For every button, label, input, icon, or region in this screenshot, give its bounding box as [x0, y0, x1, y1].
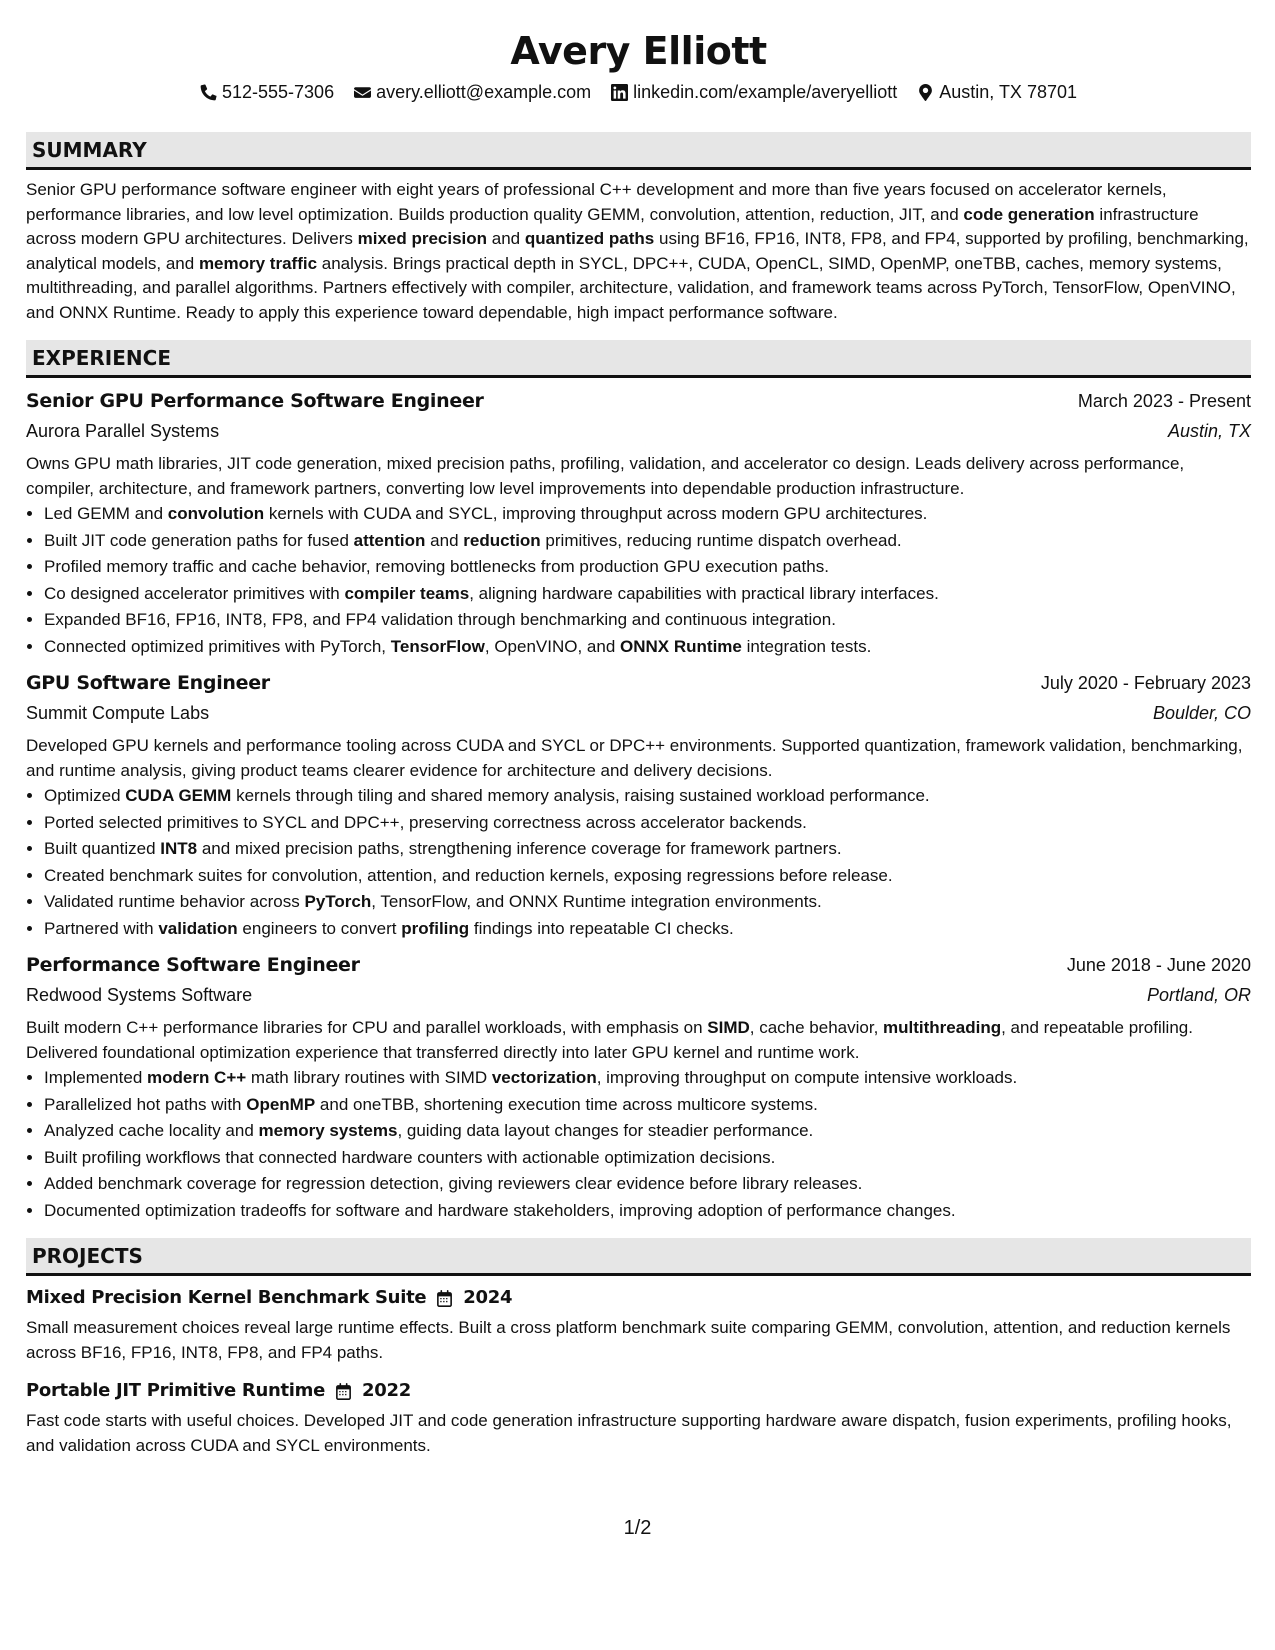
linkedin-text: linkedin.com/example/averyelliott	[633, 82, 898, 102]
resume-page	[26, 0, 1251, 1458]
bullet-item	[44, 528, 1251, 555]
job-bullets	[26, 501, 1251, 660]
text-segment: Created benchmark suites for convolution, attention, and reduction kernels, exposing regressions before release.	[44, 865, 893, 885]
bullet-item	[44, 1198, 1251, 1225]
job-company: Redwood Systems Software	[26, 985, 253, 1005]
text-segment: Built JIT code generation paths for fused	[44, 530, 354, 550]
text-segment: Documented optimization tradeoffs for software and hardware stakeholders, improving adoption of performance changes.	[44, 1200, 956, 1220]
bullet-item	[44, 836, 1251, 863]
calendar-icon	[436, 1290, 453, 1307]
text-segment: Built profiling workflows that connected hardware counters with actionable optimization decisions.	[44, 1147, 776, 1167]
contact-email[interactable]	[354, 80, 591, 104]
text-segment: Parallelized hot paths with	[44, 1094, 247, 1114]
contact-linkedin[interactable]	[611, 80, 897, 104]
text-segment: using BF16, FP16, INT8, FP8, and FP4, supported by profiling, benchmarking, analytical models, and	[26, 229, 1249, 273]
job-company: Summit Compute Labs	[26, 703, 210, 723]
job-bullets	[26, 783, 1251, 942]
emphasis-text: validation	[158, 918, 238, 938]
job-description	[26, 1016, 1251, 1065]
contact-location	[917, 80, 1077, 104]
summary-heading: SUMMARY	[26, 132, 1251, 170]
bullet-item	[44, 889, 1251, 916]
bullet-item	[44, 607, 1251, 634]
page-indicator: 1/2	[623, 1517, 652, 1539]
calendar-icon	[335, 1383, 352, 1400]
project-title: Portable JIT Primitive Runtime	[26, 1380, 326, 1401]
bullet-item	[44, 1092, 1251, 1119]
projects-heading: PROJECTS	[26, 1238, 1251, 1276]
phone-text: 512-555-7306	[221, 82, 335, 102]
job-title: Senior GPU Performance Software Engineer	[26, 390, 484, 412]
job-entry	[26, 668, 1251, 942]
text-segment: primitives, reducing runtime dispatch overhead.	[540, 530, 902, 550]
emphasis-text: modern C++	[147, 1068, 247, 1087]
text-segment: Led GEMM and	[44, 504, 168, 523]
emphasis-text: compiler teams	[344, 583, 470, 603]
bullet-item	[44, 916, 1251, 943]
experience-heading: EXPERIENCE	[26, 340, 1251, 378]
text-segment: math library routines with SIMD	[246, 1068, 492, 1087]
text-segment: Co designed accelerator primitives with	[44, 583, 345, 603]
emphasis-text: quantized paths	[524, 229, 655, 248]
emphasis-text: code generation	[963, 204, 1095, 224]
text-segment: , guiding data layout changes for steadier performance.	[397, 1121, 814, 1140]
text-segment: Connected optimized primitives with PyTorch,	[44, 636, 391, 656]
emphasis-text: SIMD	[707, 1018, 750, 1037]
text-segment: kernels with CUDA and SYCL, improving throughput across modern GPU architectures.	[264, 504, 928, 523]
emphasis-text: mixed precision	[357, 229, 488, 248]
text-segment: and	[487, 229, 525, 248]
project-description: Small measurement choices reveal large runtime effects. Built a cross platform benchmark suite comparing GEMM, convolution, attention, and reduction kernels across BF16, FP16, INT8, FP8, and FP4 paths.	[26, 1318, 1231, 1362]
text-segment: Validated runtime behavior across	[44, 892, 305, 911]
text-segment: Analyzed cache locality and	[44, 1121, 259, 1140]
contact-phone[interactable]	[200, 80, 334, 104]
job-dates: March 2023 - Present	[1077, 391, 1251, 411]
text-segment: Implemented	[44, 1068, 147, 1087]
text-segment: Built modern C++ performance libraries for CPU and parallel workloads, with emphasis on	[26, 1018, 708, 1037]
emphasis-text: multithreading	[883, 1018, 1002, 1037]
text-segment: Partnered with	[44, 918, 159, 938]
bullet-item	[44, 634, 1251, 661]
phone-icon	[200, 84, 217, 101]
text-segment: Profiled memory traffic and cache behavior, removing bottlenecks from production GPU execution paths.	[44, 557, 829, 576]
emphasis-text: PyTorch	[304, 892, 372, 911]
text-segment: , OpenVINO, and	[484, 636, 621, 656]
text-segment: engineers to convert	[237, 918, 402, 938]
text-segment: findings into repeatable CI checks.	[469, 918, 734, 938]
emphasis-text: OpenMP	[246, 1094, 316, 1114]
text-segment: Ported selected primitives to SYCL and DPC++, preserving correctness across accelerator backends.	[44, 812, 807, 832]
emphasis-text: memory traffic	[198, 253, 318, 273]
bullet-item	[44, 863, 1251, 890]
bullet-item	[44, 554, 1251, 581]
emphasis-text: attention	[353, 530, 426, 550]
candidate-name: Avery Elliott	[510, 29, 767, 73]
text-segment: Optimized	[44, 786, 126, 805]
text-segment: , and repeatable profiling. Delivered foundational optimization experience that transferred directly into later GPU kernel and runtime work.	[26, 1018, 1193, 1062]
text-segment: kernels through tiling and shared memory analysis, raising sustained workload performance.	[231, 786, 930, 805]
emphasis-text: vectorization	[491, 1068, 597, 1087]
bullet-item	[44, 1171, 1251, 1198]
job-description: Developed GPU kernels and performance tooling across CUDA and SYCL or DPC++ environments. Supported quantization, framework validation, benchmarking, and runtime analysis, giving product teams clearer evidence for architecture and delivery decisions.	[26, 736, 1243, 780]
bullet-item	[44, 581, 1251, 608]
project-year: 2022	[362, 1380, 411, 1401]
text-segment: , cache behavior,	[749, 1018, 884, 1037]
bullet-item	[44, 1145, 1251, 1172]
job-location: Portland, OR	[1146, 985, 1251, 1005]
text-segment: and mixed precision paths, strengthening inference coverage for framework partners.	[197, 839, 842, 858]
job-description: Owns GPU math libraries, JIT code generation, mixed precision paths, profiling, validation, and accelerator co design. Leads delivery across performance, compiler, architecture, and framework partners, converting low level improvements into dependable production infrastructure.	[26, 454, 1185, 498]
emphasis-text: convolution	[167, 504, 265, 523]
emphasis-text: memory systems	[258, 1121, 398, 1140]
text-segment: , aligning hardware capabilities with practical library interfaces.	[469, 583, 939, 603]
job-entry	[26, 386, 1251, 660]
project-year: 2024	[463, 1287, 513, 1308]
emphasis-text: TensorFlow	[390, 636, 485, 656]
job-location: Boulder, CO	[1152, 703, 1251, 723]
text-segment: Built quantized	[44, 839, 161, 858]
job-company: Aurora Parallel Systems	[26, 421, 220, 441]
bullet-item	[44, 501, 1251, 528]
project-title: Mixed Precision Kernel Benchmark Suite	[26, 1287, 427, 1308]
emphasis-text: profiling	[401, 918, 470, 938]
text-segment: Senior GPU performance software engineer with eight years of professional C++ development and more than five years focused on accelerator kernels, performance libraries, and low level optimization. Builds production quality GEMM, convolution, attention, reduction, JIT, and	[26, 180, 1167, 224]
job-dates: July 2020 - February 2023	[1040, 673, 1251, 693]
text-segment: analysis. Brings practical depth in SYCL, DPC++, CUDA, OpenCL, SIMD, OpenMP, oneTBB, caches, memory systems, multithreading, and parallel algorithms. Partners effectively with compiler, architecture, validation, and framework teams across PyTorch, TensorFlow, OpenVINO, and ONNX Runtime. Ready to apply this experience toward dependable, high impact performance software.	[26, 253, 1236, 322]
envelope-icon	[354, 84, 371, 101]
text-segment: and oneTBB, shortening execution time across multicore systems.	[315, 1094, 818, 1114]
text-segment: Expanded BF16, FP16, INT8, FP8, and FP4 validation through benchmarking and continuous integration.	[44, 610, 836, 629]
bullet-item	[44, 1118, 1251, 1145]
text-segment: , TensorFlow, and ONNX Runtime integration environments.	[371, 892, 822, 911]
map-marker-icon	[917, 84, 934, 101]
text-segment: integration tests.	[741, 636, 872, 656]
emphasis-text: ONNX Runtime	[620, 636, 742, 656]
summary-text	[26, 178, 1251, 325]
location-text: Austin, TX 78701	[939, 82, 1077, 102]
text-segment: infrastructure across modern GPU architectures. Delivers	[26, 204, 1199, 248]
emphasis-text: reduction	[463, 530, 541, 550]
text-segment: Added benchmark coverage for regression detection, giving reviewers clear evidence before library releases.	[44, 1174, 863, 1193]
project-entry	[26, 1377, 1251, 1458]
bullet-item	[44, 783, 1251, 810]
contact-bar	[26, 80, 1251, 104]
project-description: Fast code starts with useful choices. Developed JIT and code generation infrastructure supporting hardware aware dispatch, fusion experiments, profiling hooks, and validation across CUDA and SYCL environments.	[26, 1411, 1232, 1455]
job-dates: June 2018 - June 2020	[1066, 955, 1251, 975]
emphasis-text: INT8	[160, 839, 198, 858]
project-entry	[26, 1284, 1251, 1365]
email-text: avery.elliott@example.com	[376, 82, 592, 102]
text-segment: and	[425, 530, 464, 550]
job-title: Performance Software Engineer	[26, 954, 360, 976]
job-entry	[26, 950, 1251, 1224]
emphasis-text: CUDA GEMM	[125, 786, 232, 805]
text-segment: , improving throughput on compute intensive workloads.	[596, 1068, 1018, 1087]
bullet-item	[44, 810, 1251, 837]
job-location: Austin, TX	[1167, 421, 1251, 441]
bullet-item	[44, 1065, 1251, 1092]
job-bullets	[26, 1065, 1251, 1224]
linkedin-icon	[611, 84, 628, 101]
job-title: GPU Software Engineer	[26, 672, 270, 694]
